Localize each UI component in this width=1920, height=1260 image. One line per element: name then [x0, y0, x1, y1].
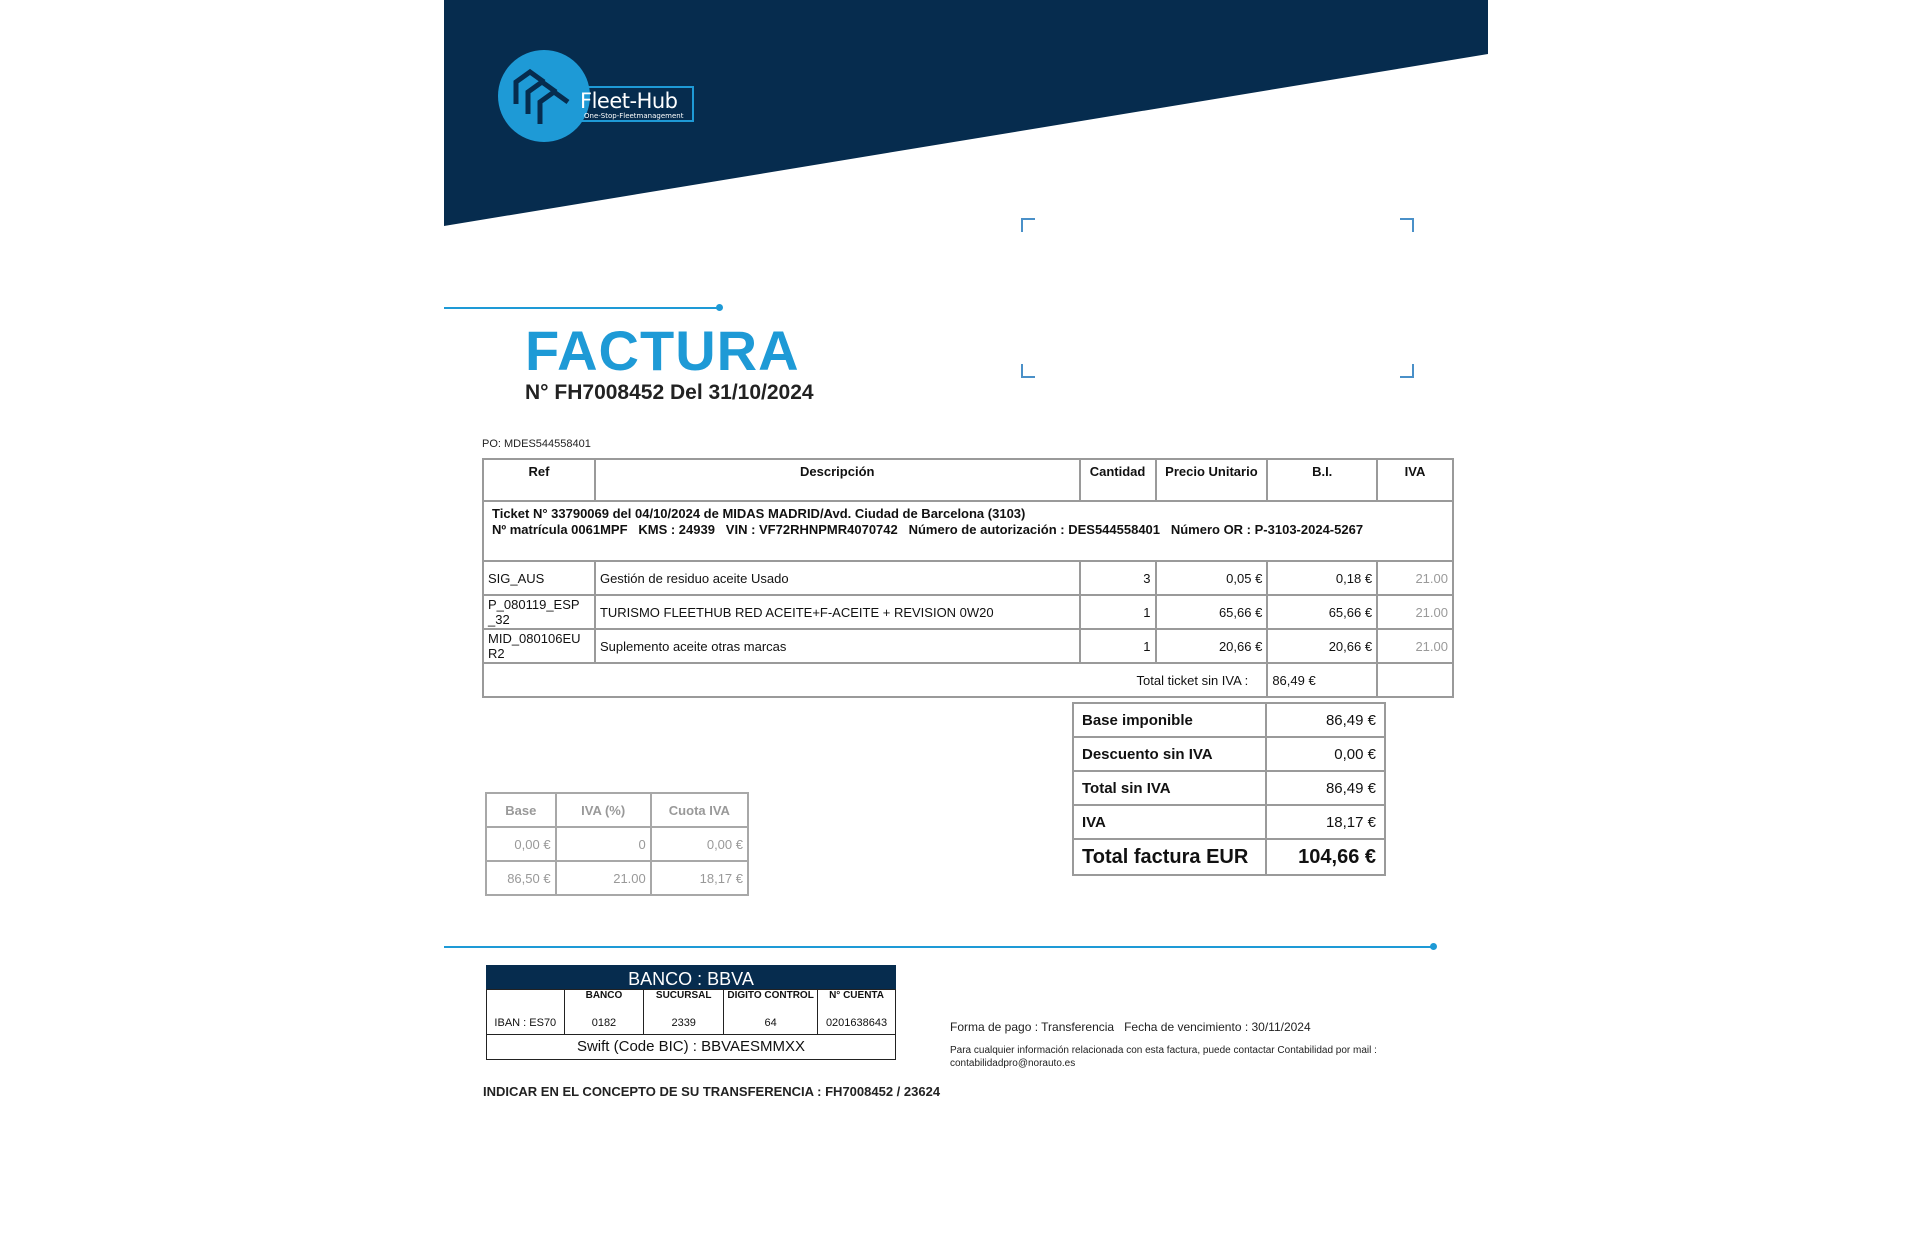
- logo-name: Fleet-Hub: [580, 89, 678, 113]
- totals-row: [1073, 737, 1385, 771]
- bank-value-cuenta: 0201638643: [818, 1012, 896, 1035]
- totals-label: Base imponible: [1073, 703, 1266, 737]
- bank-details: [486, 965, 896, 1060]
- window-corner-bl: [1021, 364, 1035, 378]
- payment-info: Forma de pago : Transferencia Fecha de vencimiento : 30/11/2024: [950, 1020, 1311, 1034]
- bank-iban-label: IBAN : ES70: [487, 1012, 565, 1035]
- ticket-total-row: [483, 663, 1453, 697]
- row-ref: P_080119_ESP _32: [483, 595, 595, 629]
- title-accent-line: [444, 307, 720, 309]
- vat-quota: 18,17 €: [651, 861, 748, 895]
- totals-value: 86,49 €: [1266, 771, 1385, 805]
- ticket-info-row: [483, 501, 1453, 561]
- invoice-number: N° FH7008452 Del 31/10/2024: [525, 381, 814, 404]
- col-header-iva: IVA: [1377, 459, 1453, 501]
- vat-header-row: [486, 793, 748, 827]
- row-iva: 21.00: [1377, 595, 1453, 629]
- bank-label-digito: DIGITO CONTROL: [724, 990, 818, 1013]
- contact-line-1: Para cualquier información relacionada con esta factura, puede contactar Contabilidad por mail :: [950, 1045, 1377, 1056]
- title-accent-dot: [716, 304, 723, 311]
- totals-table: [1072, 702, 1386, 876]
- col-header-ref: Ref: [483, 459, 595, 501]
- col-header-description: Descripción: [595, 459, 1080, 501]
- bank-swift: Swift (Code BIC) : BBVAESMMXX: [486, 1035, 896, 1060]
- vat-header-quota: Cuota IVA: [651, 793, 748, 827]
- vat-header-base: Base: [486, 793, 556, 827]
- table-row: [483, 629, 1453, 663]
- totals-row: [1073, 703, 1385, 737]
- col-header-unit-price: Precio Unitario: [1156, 459, 1268, 501]
- row-bi: 65,66 €: [1267, 595, 1377, 629]
- bank-label-sucursal: SUCURSAL: [644, 990, 724, 1013]
- bank-values-row: [487, 1012, 896, 1035]
- vat-header-rate: IVA (%): [556, 793, 651, 827]
- contact-email[interactable]: contabilidadpro@norauto.es: [950, 1058, 1076, 1069]
- vat-rate: 0: [556, 827, 651, 861]
- vat-quota: 0,00 €: [651, 827, 748, 861]
- row-unit-price: 0,05 €: [1156, 561, 1268, 595]
- row-description: Suplemento aceite otras marcas: [595, 629, 1080, 663]
- ticket-total-value: 86,49 €: [1267, 663, 1377, 697]
- bank-labels-row: [487, 990, 896, 1013]
- col-header-quantity: Cantidad: [1080, 459, 1156, 501]
- ticket-line-1: Ticket N° 33790069 del 04/10/2024 de MIDAS MADRID/Avd. Ciudad de Barcelona (3103): [492, 506, 1026, 521]
- row-iva: 21.00: [1377, 561, 1453, 595]
- table-row: [483, 561, 1453, 595]
- ticket-line-2: Nº matrícula 0061MPF KMS : 24939 VIN : VF72RHNPMR4070742 Número de autorización : DES544558401 Número OR : P-3103-2024-5267: [492, 522, 1364, 537]
- totals-row: [1073, 771, 1385, 805]
- vat-base: 0,00 €: [486, 827, 556, 861]
- table-row: [483, 595, 1453, 629]
- bank-value-sucursal: 2339: [644, 1012, 724, 1035]
- row-ref: MID_080106EU R2: [483, 629, 595, 663]
- row-quantity: 1: [1080, 595, 1156, 629]
- row-quantity: 3: [1080, 561, 1156, 595]
- vat-base: 86,50 €: [486, 861, 556, 895]
- totals-label: IVA: [1073, 805, 1266, 839]
- po-number: PO: MDES544558401: [482, 438, 591, 450]
- row-ref: SIG_AUS: [483, 561, 595, 595]
- bank-title: BANCO : BBVA: [486, 965, 896, 989]
- bank-account-table: [486, 989, 896, 1035]
- window-corner-tr: [1400, 218, 1414, 232]
- row-bi: 0,18 €: [1267, 561, 1377, 595]
- items-table: [482, 458, 1454, 698]
- totals-label: Descuento sin IVA: [1073, 737, 1266, 771]
- row-iva: 21.00: [1377, 629, 1453, 663]
- totals-row: [1073, 805, 1385, 839]
- grand-total-row: [1073, 839, 1385, 875]
- document-title: FACTURA: [525, 319, 800, 382]
- ticket-total-label: Total ticket sin IVA :: [483, 663, 1267, 697]
- vat-breakdown-table: [485, 792, 749, 896]
- grand-total-label: Total factura EUR: [1073, 839, 1266, 875]
- footer-accent-line: [444, 946, 1434, 948]
- window-corner-br: [1400, 364, 1414, 378]
- vat-row: [486, 861, 748, 895]
- bank-label-cuenta: N° CUENTA: [818, 990, 896, 1013]
- fleet-hub-logo: [498, 48, 698, 144]
- bank-empty-label: [487, 990, 565, 1013]
- grand-total-value: 104,66 €: [1266, 839, 1385, 875]
- row-bi: 20,66 €: [1267, 629, 1377, 663]
- row-description: Gestión de residuo aceite Usado: [595, 561, 1080, 595]
- totals-label: Total sin IVA: [1073, 771, 1266, 805]
- ticket-info: [483, 501, 1453, 561]
- items-header-row: [483, 459, 1453, 501]
- row-description: TURISMO FLEETHUB RED ACEITE+F-ACEITE + REVISION 0W20: [595, 595, 1080, 629]
- row-unit-price: 65,66 €: [1156, 595, 1268, 629]
- bank-value-digito: 64: [724, 1012, 818, 1035]
- transfer-concept: INDICAR EN EL CONCEPTO DE SU TRANSFERENCIA : FH7008452 / 23624: [483, 1084, 941, 1099]
- logo-tagline: One-Stop-Fleetmanagement: [584, 112, 684, 120]
- totals-value: 18,17 €: [1266, 805, 1385, 839]
- totals-value: 0,00 €: [1266, 737, 1385, 771]
- bank-value-banco: 0182: [564, 1012, 644, 1035]
- row-unit-price: 20,66 €: [1156, 629, 1268, 663]
- footer-accent-dot: [1430, 943, 1437, 950]
- bank-label-banco: BANCO: [564, 990, 644, 1013]
- ticket-total-empty: [1377, 663, 1453, 697]
- row-quantity: 1: [1080, 629, 1156, 663]
- vat-row: [486, 827, 748, 861]
- totals-value: 86,49 €: [1266, 703, 1385, 737]
- contact-info: [950, 1044, 1410, 1070]
- vat-rate: 21.00: [556, 861, 651, 895]
- col-header-bi: B.I.: [1267, 459, 1377, 501]
- window-corner-tl: [1021, 218, 1035, 232]
